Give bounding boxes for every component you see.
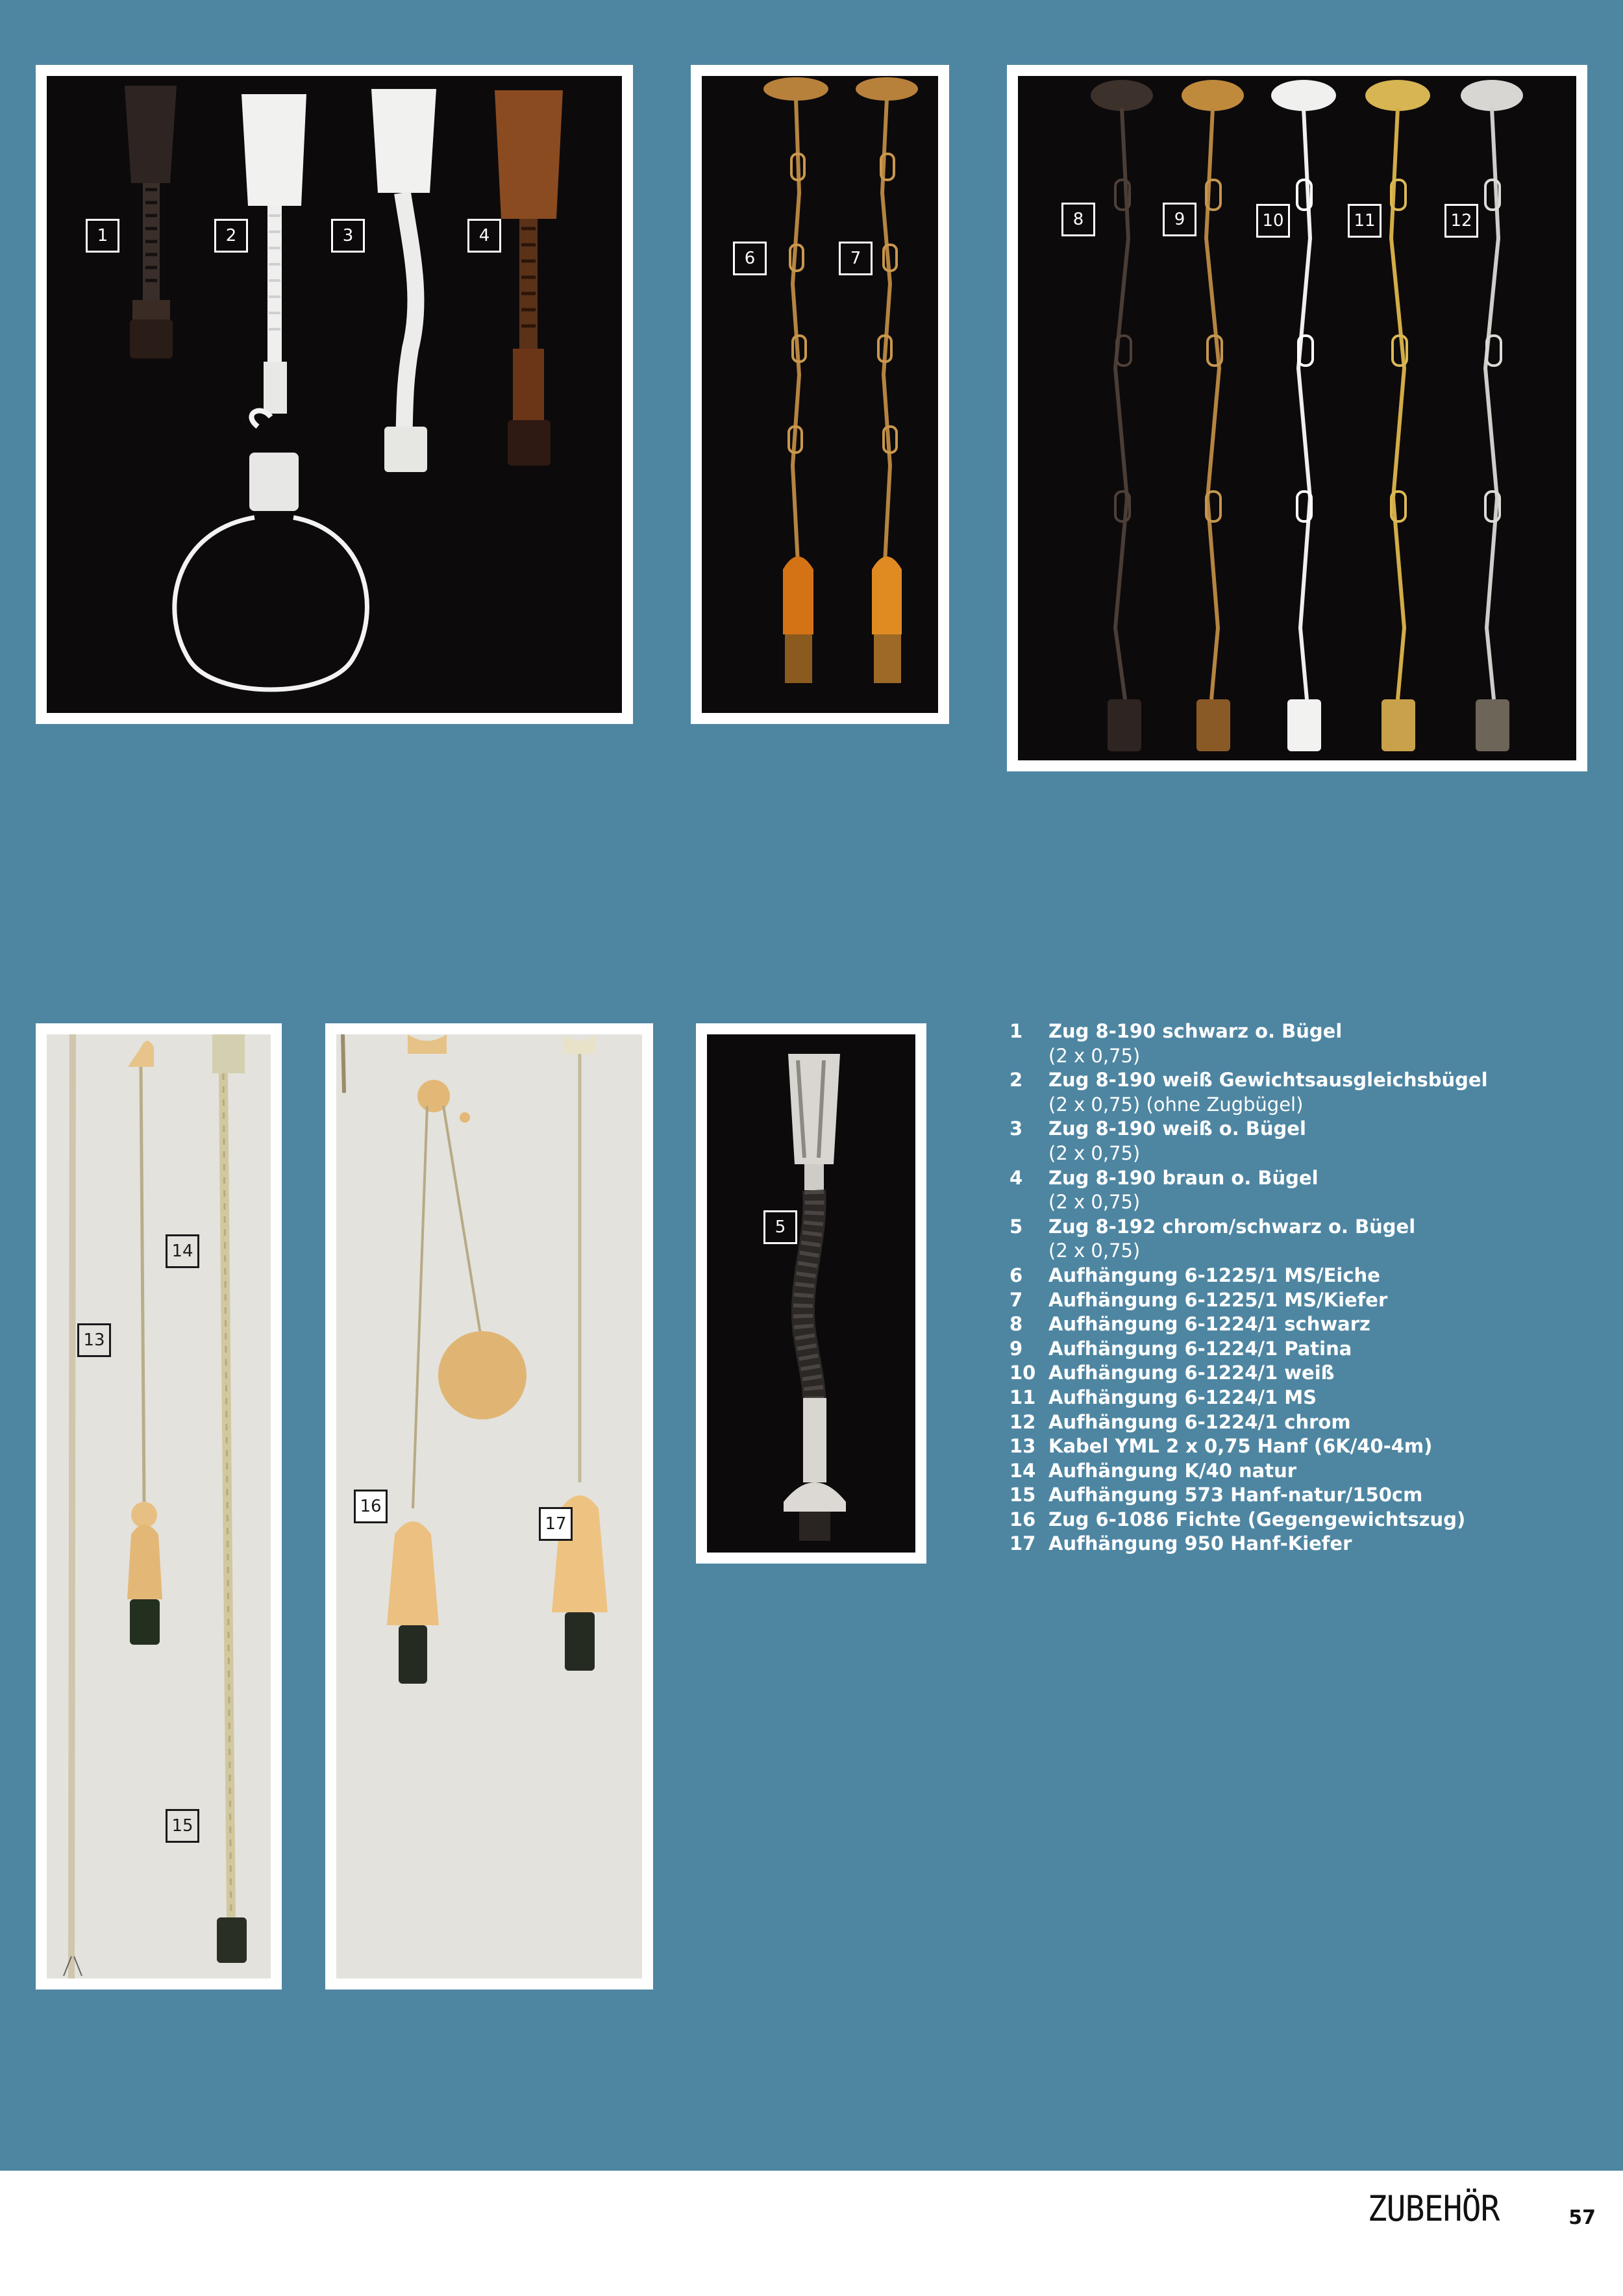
legend-description: Zug 8-190 schwarz o. Bügel xyxy=(1048,1020,1343,1042)
legend-number: 9 xyxy=(1010,1337,1023,1360)
photo-chain-pendants-wood xyxy=(702,76,938,713)
legend-row xyxy=(1010,1117,1594,1166)
legend-row xyxy=(1010,1166,1594,1215)
legend-row xyxy=(1010,1337,1594,1362)
legend-number: 12 xyxy=(1010,1410,1036,1433)
photo-frame-hemp-cords xyxy=(36,1023,282,1990)
legend-row xyxy=(1010,1532,1594,1556)
item-label: 3 xyxy=(331,219,365,253)
photo-cord-pendants xyxy=(47,76,622,713)
legend-number: 1 xyxy=(1010,1020,1023,1042)
legend-row xyxy=(1010,1386,1594,1410)
item-label: 15 xyxy=(166,1809,199,1843)
item-label: 9 xyxy=(1163,203,1196,236)
hemp-cords-illustration xyxy=(47,1034,271,1978)
legend-number: 7 xyxy=(1010,1288,1023,1311)
legend-subtext: (2 x 0,75) xyxy=(1048,1044,1141,1067)
legend-text: Kabel YML 2 x 0,75 Hanf (6K/40-4m) xyxy=(1048,1435,1433,1458)
photo-frame-chain-pendants-wood xyxy=(691,65,949,724)
legend-text: Zug 6-1086 Fichte (Gegengewichtszug) xyxy=(1048,1508,1466,1530)
legend-text: Aufhängung 6-1224/1 chrom xyxy=(1048,1410,1351,1433)
chain-pendants-wood-illustration xyxy=(702,76,938,713)
legend-text: Aufhängung 6-1224/1 Patina xyxy=(1048,1337,1352,1360)
legend-text: Aufhängung 6-1224/1 schwarz xyxy=(1048,1313,1370,1336)
legend-subtext: (2 x 0,75) xyxy=(1048,1142,1141,1164)
photo-frame-cord-pendants xyxy=(36,65,633,724)
legend-description: Zug 8-190 weiß o. Bügel xyxy=(1048,1117,1306,1140)
legend-number: 10 xyxy=(1010,1362,1036,1384)
legend-description: Zug 8-190 braun o. Bügel xyxy=(1048,1166,1319,1189)
item-label: 7 xyxy=(839,242,873,275)
legend-subtext: (2 x 0,75) xyxy=(1048,1240,1141,1262)
page-number: 57 xyxy=(1568,2206,1596,2229)
item-label: 16 xyxy=(354,1490,388,1523)
photo-chrome-pendant xyxy=(707,1034,915,1553)
legend-text: Aufhängung K/40 natur xyxy=(1048,1459,1297,1482)
legend-number: 11 xyxy=(1010,1386,1036,1408)
legend-text xyxy=(1048,1117,1594,1166)
legend-subtext: (2 x 0,75) xyxy=(1048,1191,1141,1214)
legend-row xyxy=(1010,1434,1594,1459)
legend-description: Zug 8-190 weiß Gewichtsausgleichsbügel xyxy=(1048,1069,1488,1092)
item-label: 13 xyxy=(77,1323,111,1357)
item-label: 12 xyxy=(1444,204,1478,238)
chain-pendants-metal-illustration xyxy=(1018,76,1576,760)
legend-text xyxy=(1048,1215,1594,1264)
legend-number: 2 xyxy=(1010,1069,1023,1092)
legend-text: Aufhängung 573 Hanf-natur/150cm xyxy=(1048,1484,1423,1506)
legend-row xyxy=(1010,1019,1594,1068)
item-label: 8 xyxy=(1061,203,1095,236)
cord-pendants-illustration xyxy=(47,76,622,713)
legend-number: 4 xyxy=(1010,1166,1023,1189)
product-legend xyxy=(1010,1019,1594,1556)
chrome-pendant-illustration xyxy=(707,1034,915,1553)
legend-number: 16 xyxy=(1010,1508,1036,1530)
legend-text xyxy=(1048,1166,1594,1215)
item-label: 5 xyxy=(763,1210,797,1244)
legend-row xyxy=(1010,1215,1594,1264)
legend-number: 8 xyxy=(1010,1313,1023,1336)
legend-text xyxy=(1048,1068,1594,1117)
item-label: 2 xyxy=(214,219,248,253)
photo-frame-chrome-pendant xyxy=(696,1023,926,1564)
legend-row xyxy=(1010,1508,1594,1532)
legend-number: 17 xyxy=(1010,1532,1036,1555)
legend-number: 15 xyxy=(1010,1484,1036,1506)
photo-frame-chain-pendants-metal xyxy=(1007,65,1587,771)
legend-row xyxy=(1010,1264,1594,1288)
legend-row xyxy=(1010,1459,1594,1484)
item-label: 6 xyxy=(733,242,767,275)
legend-number: 14 xyxy=(1010,1459,1036,1482)
legend-text xyxy=(1048,1019,1594,1068)
item-label: 10 xyxy=(1256,204,1290,238)
item-label: 17 xyxy=(539,1507,573,1541)
section-title: ZUBEHÖR xyxy=(1368,2188,1500,2229)
legend-description: Zug 8-192 chrom/schwarz o. Bügel xyxy=(1048,1215,1416,1238)
legend-text: Aufhängung 6-1225/1 MS/Kiefer xyxy=(1048,1288,1388,1311)
legend-number: 6 xyxy=(1010,1264,1023,1286)
legend-number: 3 xyxy=(1010,1117,1023,1140)
item-label: 11 xyxy=(1348,204,1381,238)
legend-row xyxy=(1010,1312,1594,1337)
legend-text: Aufhängung 6-1224/1 weiß xyxy=(1048,1362,1335,1384)
legend-number: 5 xyxy=(1010,1215,1023,1238)
legend-row xyxy=(1010,1410,1594,1435)
legend-text: Aufhängung 6-1225/1 MS/Eiche xyxy=(1048,1264,1380,1286)
legend-row xyxy=(1010,1483,1594,1508)
item-label: 1 xyxy=(86,219,119,253)
item-label: 4 xyxy=(467,219,501,253)
legend-subtext: (2 x 0,75) (ohne Zugbügel) xyxy=(1048,1093,1304,1116)
legend-text: Aufhängung 950 Hanf-Kiefer xyxy=(1048,1532,1352,1555)
photo-frame-counterweight-pendants xyxy=(325,1023,653,1990)
legend-row xyxy=(1010,1361,1594,1386)
legend-text: Aufhängung 6-1224/1 MS xyxy=(1048,1386,1317,1408)
item-label: 14 xyxy=(166,1234,199,1268)
photo-chain-pendants-metal xyxy=(1018,76,1576,760)
legend-number: 13 xyxy=(1010,1435,1036,1458)
photo-hemp-cords xyxy=(47,1034,271,1978)
legend-row xyxy=(1010,1068,1594,1117)
legend-row xyxy=(1010,1288,1594,1313)
